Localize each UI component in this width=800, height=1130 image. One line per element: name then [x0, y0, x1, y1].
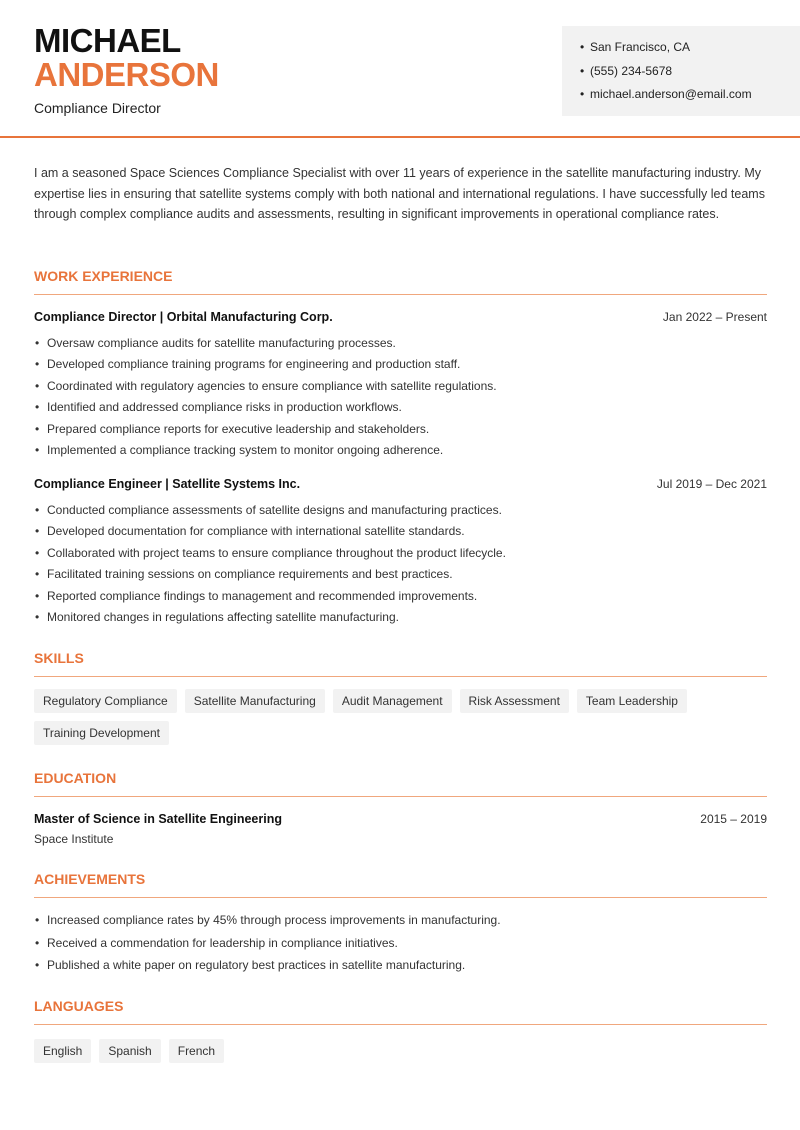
school-name: Space Institute — [34, 832, 114, 846]
contact-email: • michael.anderson@email.com — [580, 87, 752, 111]
resume-header — [0, 0, 800, 138]
list-item: • Identified and addressed compliance risks in production workflows. — [34, 400, 764, 421]
job-title-header: Compliance Director — [34, 100, 161, 116]
section-title-education: EDUCATION — [34, 770, 117, 786]
languages-list — [34, 1039, 774, 1063]
candidate-name — [34, 24, 219, 91]
contact-box — [562, 26, 800, 116]
skill-chip: Risk Assessment — [460, 689, 569, 713]
list-item: • Conducted compliance assessments of satellite designs and manufacturing practices. — [34, 503, 764, 524]
skill-chip: Satellite Manufacturing — [185, 689, 325, 713]
list-item: • Monitored changes in regulations affecting satellite manufacturing. — [34, 610, 764, 631]
list-item: • Prepared compliance reports for executive leadership and stakeholders. — [34, 422, 764, 443]
skill-chip: Training Development — [34, 721, 169, 745]
section-divider — [34, 294, 767, 295]
section-title-skills: SKILLS — [34, 650, 84, 666]
section-title-languages: LANGUAGES — [34, 998, 124, 1014]
section-title-work: WORK EXPERIENCE — [34, 268, 173, 284]
job-date: Jul 2019 – Dec 2021 — [656, 477, 767, 491]
job-bullets — [34, 336, 764, 464]
list-item: • Collaborated with project teams to ensure compliance throughout the product lifecycle. — [34, 546, 764, 567]
job-date: Jan 2022 – Present — [662, 310, 767, 324]
skill-chip: Regulatory Compliance — [34, 689, 177, 713]
achievements-list — [34, 913, 764, 981]
section-divider — [34, 897, 767, 898]
last-name: ANDERSON — [34, 56, 219, 93]
education-date: 2015 – 2019 — [700, 812, 767, 826]
language-chip: Spanish — [99, 1039, 160, 1063]
list-item: • Facilitated training sessions on compliance requirements and best practices. — [34, 567, 764, 588]
list-item: • Implemented a compliance tracking system to monitor ongoing adherence. — [34, 443, 764, 464]
job-title: Compliance Director | Orbital Manufacturing Corp. — [34, 310, 333, 324]
section-divider — [34, 796, 767, 797]
list-item: • Published a white paper on regulatory best practices in satellite manufacturing. — [34, 958, 764, 981]
list-item: • Developed documentation for compliance with international satellite standards. — [34, 524, 764, 545]
job-title: Compliance Engineer | Satellite Systems Inc. — [34, 477, 301, 491]
list-item: • Received a commendation for leadership in compliance initiatives. — [34, 936, 764, 959]
section-divider — [34, 676, 767, 677]
skill-chip: Team Leadership — [577, 689, 687, 713]
contact-phone: • (555) 234-5678 — [580, 64, 752, 88]
list-item: • Developed compliance training programs for engineering and production staff. — [34, 357, 764, 378]
summary-text: I am a seasoned Space Sciences Compliance Specialist with over 11 years of experience in the satellite manufacturing industry. My expertise lies in ensuring that satellite systems comply with both national and international regulations. I have successfully led teams through complex compliance audits and assessments, resulting in significant improvements in operational compliance rates. — [34, 166, 765, 221]
contact-location: • San Francisco, CA — [580, 40, 752, 64]
skills-list — [34, 689, 774, 745]
language-chip: French — [169, 1039, 224, 1063]
skill-chip: Audit Management — [333, 689, 452, 713]
section-title-achievements: ACHIEVEMENTS — [34, 871, 146, 887]
degree-title: Master of Science in Satellite Engineering — [34, 812, 282, 826]
language-chip: English — [34, 1039, 91, 1063]
list-item: • Coordinated with regulatory agencies to ensure compliance with satellite regulations. — [34, 379, 764, 400]
list-item: • Increased compliance rates by 45% through process improvements in manufacturing. — [34, 913, 764, 936]
first-name: MICHAEL — [34, 22, 181, 59]
job-bullets — [34, 503, 764, 631]
list-item: • Oversaw compliance audits for satellite manufacturing processes. — [34, 336, 764, 357]
list-item: • Reported compliance findings to management and recommended improvements. — [34, 589, 764, 610]
section-divider — [34, 1024, 767, 1025]
